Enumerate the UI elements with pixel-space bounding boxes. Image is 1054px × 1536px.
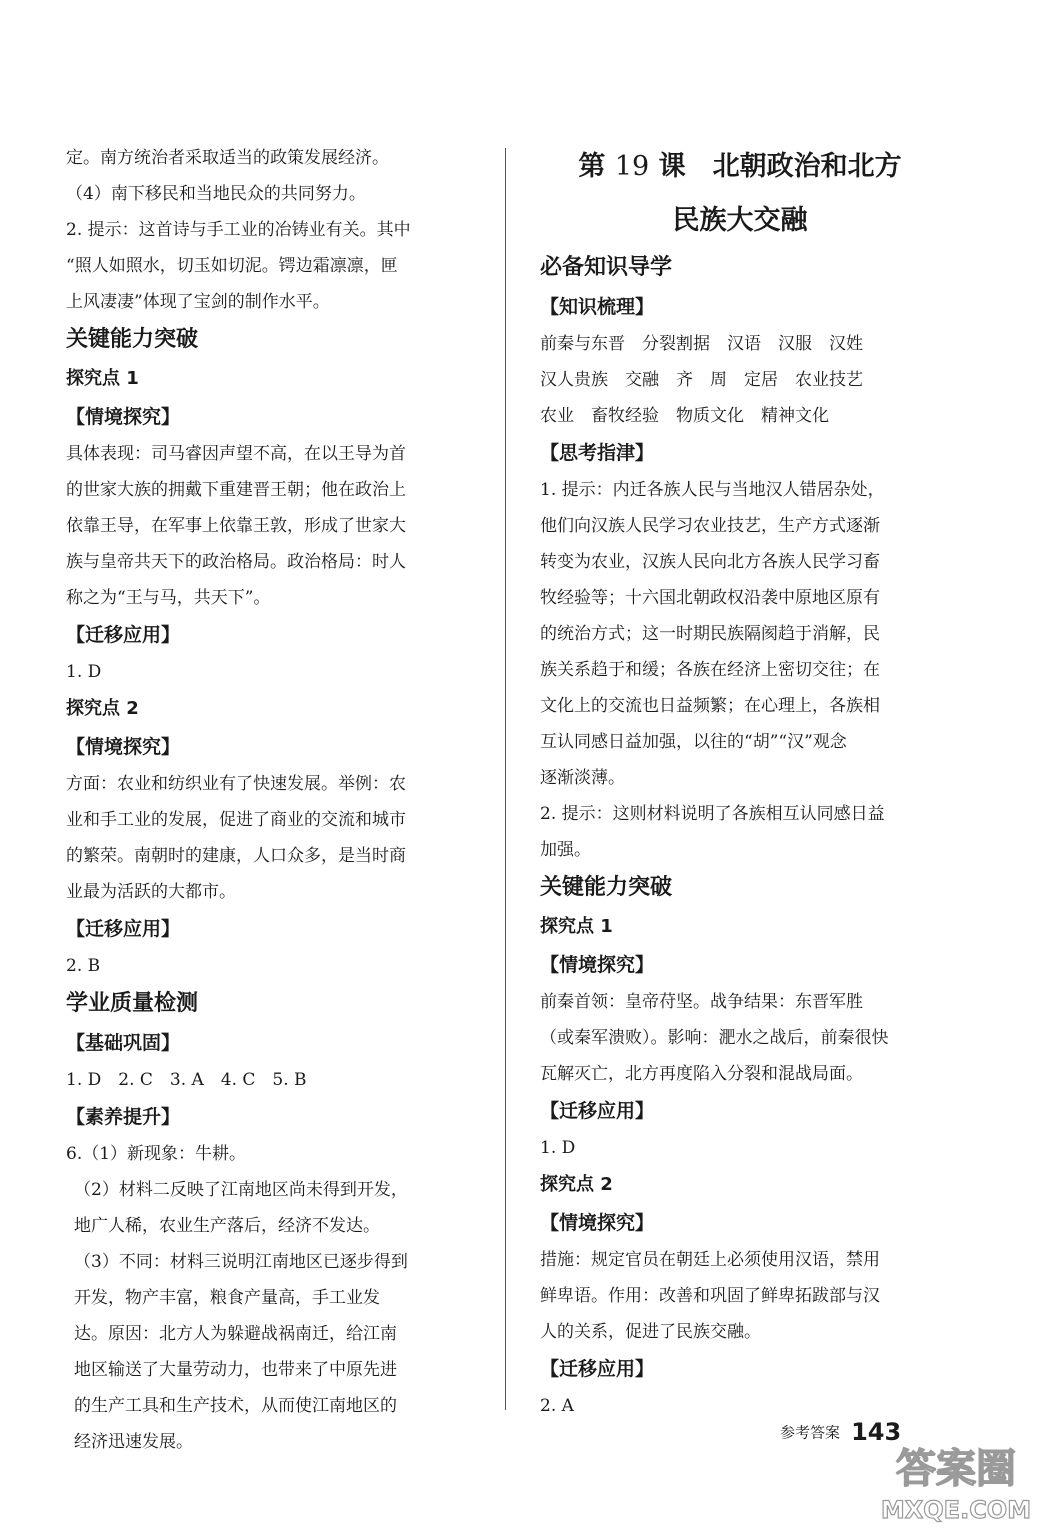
lesson-title (540, 140, 940, 194)
answer-line: 2. A (540, 1396, 574, 1416)
section-heading-key-ability: 关键能力突破 (66, 327, 199, 352)
text-line: 2. 提示：这首诗与手工业的冶铸业有关。其中 (66, 220, 411, 240)
text-line: 业最为活跃的大都市。 (66, 882, 236, 902)
text-line: 开发，物产丰富，粮食产量高，手工业发 (74, 1288, 380, 1308)
text-line: 的繁荣。南朝时的建康，人口众多，是当时商 (66, 846, 406, 866)
text-line: 方面：农业和纺织业有了快速发展。举例：农 (66, 774, 406, 794)
column-divider (505, 148, 506, 1410)
text-line: 依靠王导，在军事上依靠王敦，形成了世家大 (66, 516, 406, 536)
text-line: 1. 提示：内迁各族人民与当地汉人错居杂处， (540, 480, 885, 500)
text-line: 族关系趋于和缓；各族在经济上密切交往；在 (540, 660, 880, 680)
text-line: 互认同感日益加强，以往的“胡”“汉”观念 (540, 732, 847, 752)
watermark-line1: 答案圈 (896, 1446, 1016, 1492)
section-heading-guide: 必备知识导学 (540, 255, 673, 280)
transfer-heading: 【迁移应用】 (66, 624, 181, 646)
text-line: 业和手工业的发展，促进了商业的交流和城市 (66, 810, 406, 830)
point-heading: 探究点 2 (540, 1174, 613, 1195)
text-line: 文化上的交流也日益频繁；在心理上，各族相 (540, 696, 880, 716)
text-line: 达。原因：北方人为躲避战祸南迁，给江南 (74, 1324, 397, 1344)
situation-heading: 【情境探究】 (540, 954, 655, 976)
transfer-heading: 【迁移应用】 (540, 1100, 655, 1122)
text-line: 他们向汉族人民学习农业技艺，生产方式逐渐 (540, 516, 880, 536)
situation-heading: 【情境探究】 (540, 1212, 655, 1234)
answer-line: 1. D 2. C 3. A 4. C 5. B (66, 1070, 307, 1090)
watermark-line2: MXQE.COM (880, 1496, 1032, 1524)
text-line: 的生产工具和生产技术，从而使江南地区的 (74, 1396, 397, 1416)
text-line: 瓦解灭亡，北方再度陷入分裂和混战局面。 (540, 1064, 863, 1084)
text-line: （或秦军溃败）。影响：淝水之战后，前秦很快 (540, 1028, 889, 1048)
text-line: 具体表现：司马睿因声望不高，在以王导为首 (66, 444, 406, 464)
footer-label: 参考答案 (780, 1423, 841, 1442)
knowledge-heading: 【知识梳理】 (540, 296, 655, 318)
text-line: 加强。 (540, 840, 591, 860)
text-line: （2）材料二反映了江南地区尚未得到开发， (74, 1180, 408, 1200)
situation-heading: 【情境探究】 (66, 736, 181, 758)
text-line: 的统治方式；这一时期民族隔阂趋于消解，民 (540, 624, 880, 644)
lesson-prefix: 第 (578, 151, 606, 182)
text-line: 经济迅速发展。 (74, 1432, 193, 1452)
text-line: 称之为“王与马，共天下”。 (66, 588, 271, 608)
transfer-heading: 【迁移应用】 (540, 1358, 655, 1380)
text-line: （3）不同：材料三说明江南地区已逐步得到 (74, 1252, 408, 1272)
lesson-number: 19 (614, 151, 650, 182)
text-line: 逐渐淡薄。 (540, 768, 625, 788)
text-line: 地广人稀，农业生产落后，经济不发达。 (74, 1216, 380, 1236)
terms-line: 农业 畜牧经验 物质文化 精神文化 (540, 406, 829, 426)
point-heading: 探究点 2 (66, 698, 139, 719)
section-heading-quality: 学业质量检测 (66, 991, 199, 1016)
answer-line: 2. B (66, 956, 101, 976)
transfer-heading: 【迁移应用】 (66, 918, 181, 940)
section-heading-key-ability: 关键能力突破 (540, 875, 673, 900)
text-line: 2. 提示：这则材料说明了各族相互认同感日益 (540, 804, 885, 824)
page-number: 143 (851, 1418, 902, 1446)
text-line: 族与皇帝共天下的政治格局。政治格局：时人 (66, 552, 406, 572)
text-line: “照人如照水，切玉如切泥。锷边霜凛凛，匣 (66, 256, 398, 276)
thinking-heading: 【思考指津】 (540, 442, 655, 464)
lesson-title-line2: 民族大交融 (672, 205, 808, 236)
literacy-heading: 【素养提升】 (66, 1106, 181, 1128)
terms-line: 前秦与东晋 分裂割据 汉语 汉服 汉姓 (540, 334, 863, 354)
text-line: 前秦首领：皇帝苻坚。战争结果：东晋军胜 (540, 992, 863, 1012)
answer-line: 1. D (66, 662, 102, 682)
text-line: 的世家大族的拥戴下重建晋王朝；他在政治上 (66, 480, 406, 500)
text-line: 转变为农业，汉族人民向北方各族人民学习畜 (540, 552, 880, 572)
basic-heading: 【基础巩固】 (66, 1032, 181, 1054)
answer-line: 1. D (540, 1138, 576, 1158)
terms-line: 汉人贵族 交融 齐 周 定居 农业技艺 (540, 370, 863, 390)
text-line: 6.（1）新现象：牛耕。 (66, 1144, 247, 1164)
text-line: 地区输送了大量劳动力，也带来了中原先进 (74, 1360, 397, 1380)
watermark-logo (876, 1430, 1036, 1526)
left-column (66, 140, 486, 1460)
text-line: 鲜卑语。作用：改善和巩固了鲜卑拓跋部与汉 (540, 1286, 880, 1306)
lesson-title-line1: 课 北朝政治和北方 (658, 151, 902, 182)
right-column (540, 140, 940, 1424)
text-line: 人的关系，促进了民族交融。 (540, 1322, 761, 1342)
text-line: 上风凄凄”体现了宝剑的制作水平。 (66, 292, 330, 312)
text-line: 措施：规定官员在朝廷上必须使用汉语，禁用 (540, 1250, 880, 1270)
text-line: （4）南下移民和当地民众的共同努力。 (66, 184, 366, 204)
point-heading: 探究点 1 (540, 916, 613, 937)
text-line: 定。南方统治者采取适当的政策发展经济。 (66, 148, 389, 168)
text-line: 牧经验等；十六国北朝政权沿袭中原地区原有 (540, 588, 880, 608)
situation-heading: 【情境探究】 (66, 406, 181, 428)
point-heading: 探究点 1 (66, 368, 139, 389)
